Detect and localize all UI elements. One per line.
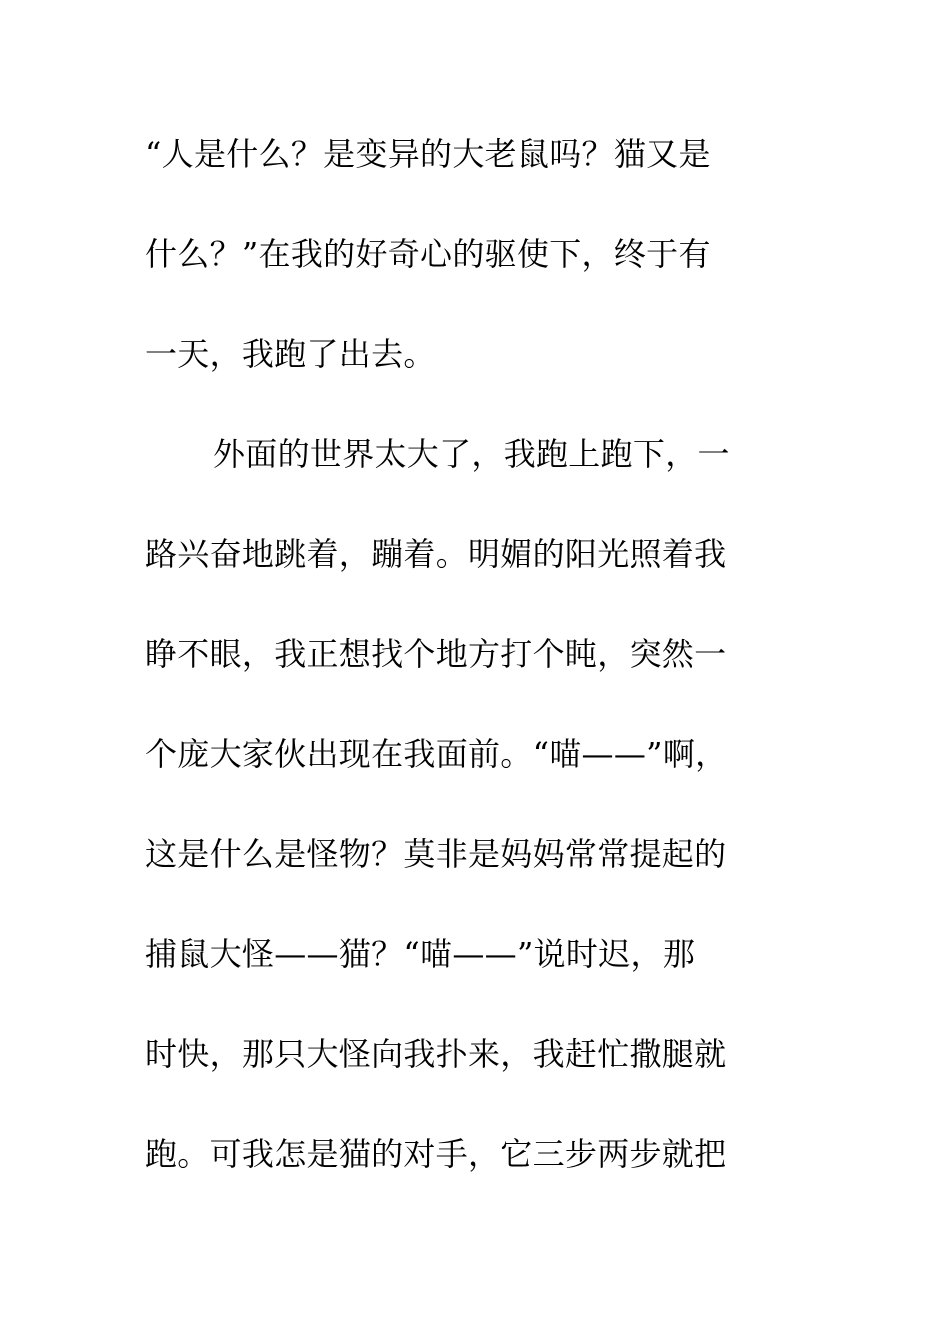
text-line-2: 什么？”在我的好奇心的驱使下，终于有 <box>145 235 711 273</box>
text-line-6: 睁不眼，我正想找个地方打个盹，突然一 <box>145 635 727 673</box>
text-line-9: 捕鼠大怪——猫？“喵——”说时迟，那 <box>145 935 696 973</box>
text-line-1: “人是什么？是变异的大老鼠吗？猫又是 <box>145 135 711 173</box>
text-line-8: 这是什么是怪物？莫非是妈妈常常提起的 <box>145 835 727 873</box>
text-line-11: 跑。可我怎是猫的对手，它三步两步就把 <box>145 1135 727 1173</box>
text-line-5: 路兴奋地跳着，蹦着。明媚的阳光照着我 <box>145 535 727 573</box>
text-line-4: 外面的世界太大了，我跑上跑下，一 <box>213 435 730 473</box>
text-line-7: 个庞大家伙出现在我面前。“喵——”啊， <box>145 735 728 773</box>
text-line-10: 时快，那只大怪向我扑来，我赶忙撒腿就 <box>145 1035 727 1073</box>
text-line-3: 一天，我跑了出去。 <box>145 335 436 373</box>
body-text <box>145 124 805 1224</box>
